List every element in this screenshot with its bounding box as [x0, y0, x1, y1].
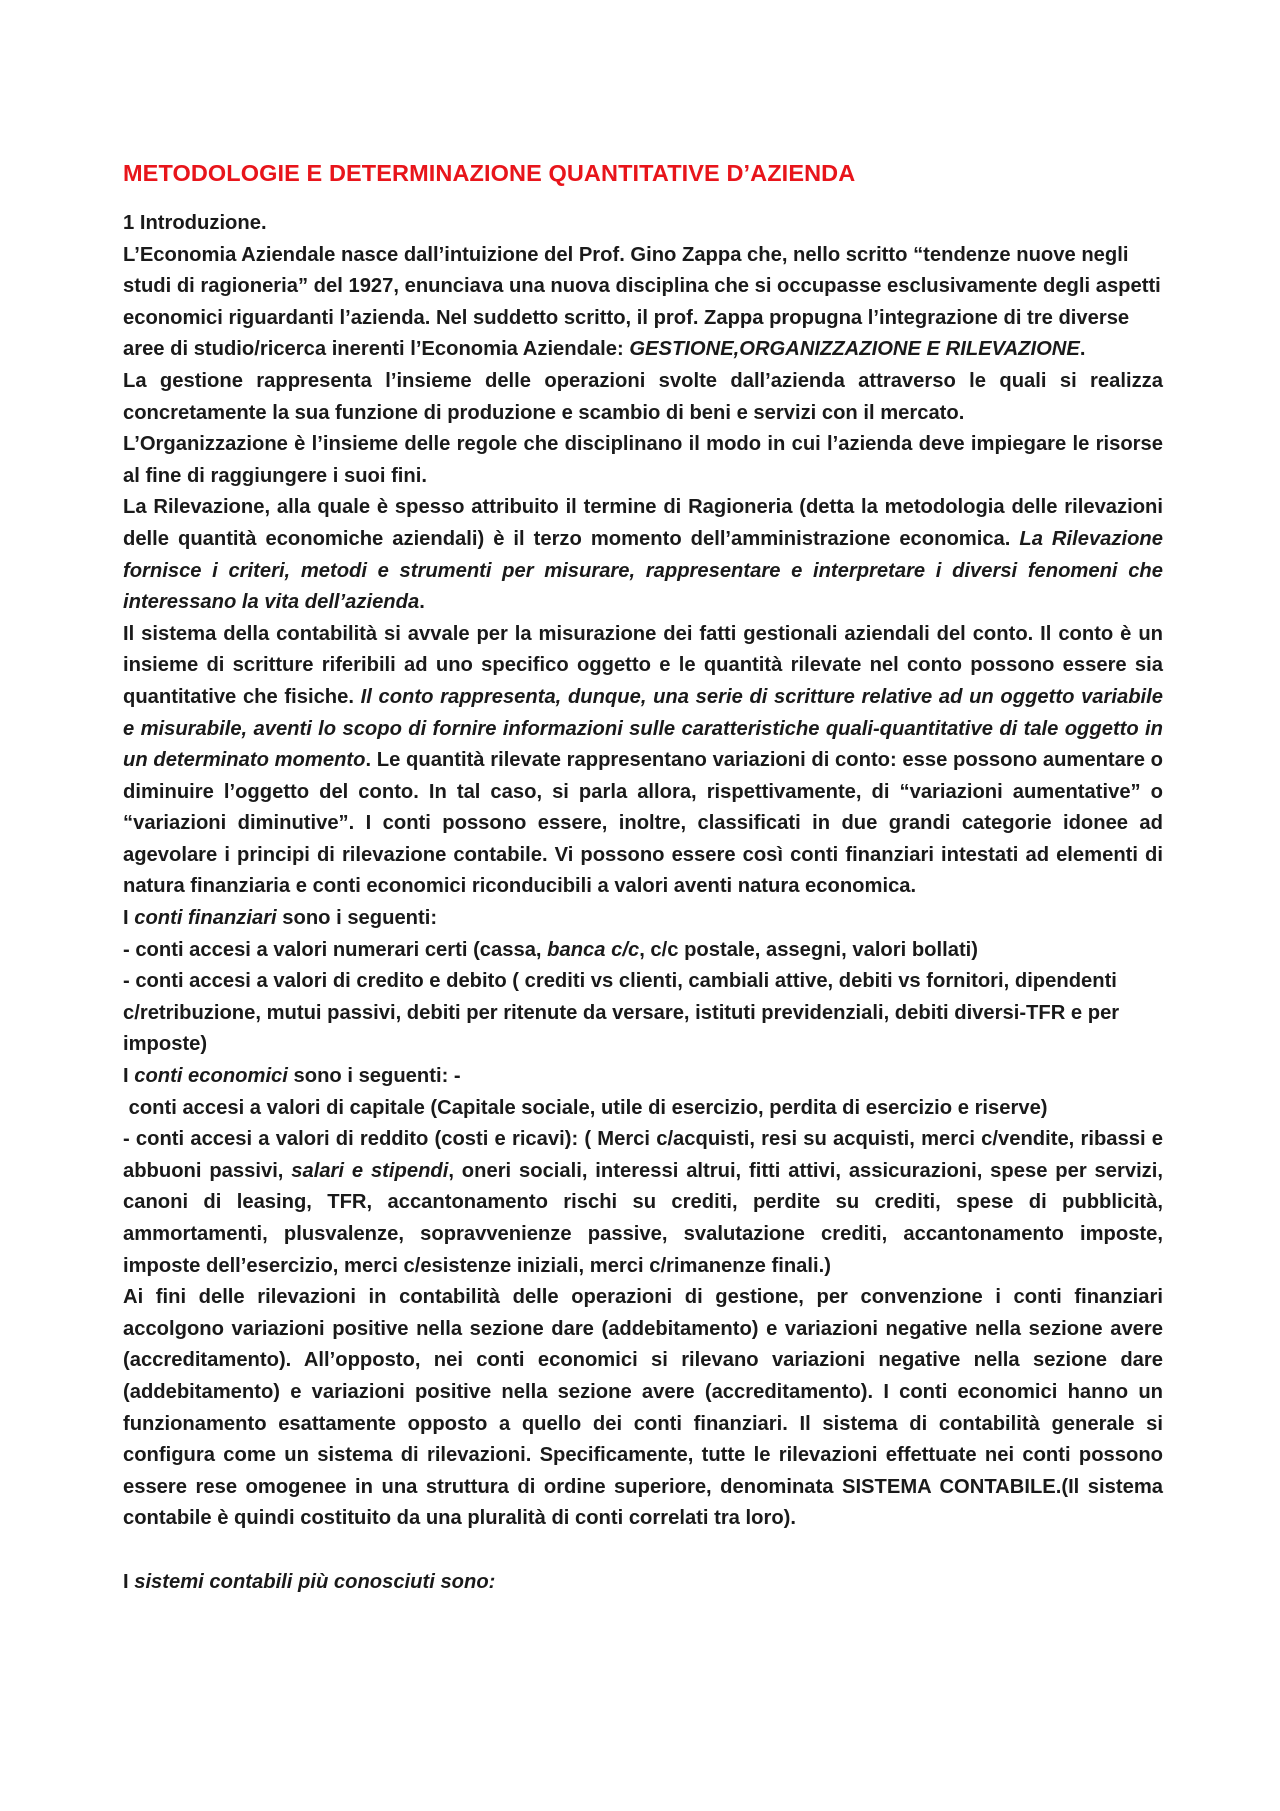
sistemi-contabili-intro [123, 1567, 1163, 1599]
list-item [123, 935, 1163, 967]
conti-finanziari-intro [123, 903, 1163, 935]
text-run: I [123, 1570, 135, 1593]
paragraph-convenzione: Ai fini delle rilevazioni in contabilità delle operazioni di gestione, per convenzione i conti finanziari accolgono variazioni positive nella sezione dare (addebitamento) e variazioni negative nella sezione avere (accreditamento). All’opposto, nei conti economici si rilevano variazioni negative nella sezione dare (addebitamento) e variazioni positive nella sezione avere (accreditamento). I conti economici hanno un funzionamento esattamente opposto a quello dei conti finanziari. Il sistema di contabilità generale si configura come un sistema di rilevazioni. Specificamente, tutte le rilevazioni effettuate nei conti possono essere rese omogenee in una struttura di ordine superiore, denominata SISTEMA CONTABILE.(Il sistema contabile è quindi costituito da una pluralità di conti correlati tra loro). [123, 1286, 1163, 1530]
document-body [123, 208, 1163, 1598]
text-run: Il sistema della contabilità si avvale per la misurazione dei fatti gestionali aziendali del conto. Il conto è un insieme di scritture riferibili ad uno specifico oggetto e le quantità rilevate nel conto possono essere sia quantitative che fisiche. [123, 622, 1163, 708]
text-run: sono i seguenti: [276, 907, 438, 930]
text-run-italic: conti finanziari [134, 907, 277, 930]
text-run-italic: banca c/c [547, 938, 640, 961]
blank-line [123, 1535, 1163, 1567]
list-item: - conti accesi a valori di credito e debito ( crediti vs clienti, cambiali attive, debiti vs fornitori, dipendenti c/retribuzione, mutui passivi, debiti per ritenute da versare, istituti previdenziali, debiti diversi-TFR e per imposte) [123, 970, 1120, 1056]
text-run: - conti accesi a valori di reddito (costi e ricavi): ( Merci c/acquisti, resi su acquisti, merci c/vendite, ribassi e abbuoni passivi, [123, 1128, 1163, 1182]
text-run-italic: Il conto rappresenta, dunque, una serie di scritture relative ad un oggetto variabile e misurabile, aventi lo scopo di fornire informazioni sulle caratteristiche quali-quantitative di tale oggetto in un determinato momento [123, 685, 1163, 772]
text-run-italic: salari e stipendi [291, 1159, 449, 1182]
text-run: . [419, 591, 425, 614]
text-run: , c/c postale, assegni, valori bollati) [639, 938, 978, 961]
document-title: METODOLOGIE E DETERMINAZIONE QUANTITATIVE D’AZIENDA [123, 160, 856, 186]
text-run: L’Economia Aziendale nasce dall’intuizione del Prof. Gino Zappa che, nello scritto “tendenze nuove negli studi di ragioneria” del 1927, enunciava una nuova disciplina che si occupasse esclusivamente degli aspetti economici riguardanti l’azienda. Nel suddetto scritto, il prof. Zappa propugna l’integrazione di tre diverse aree di studio/ricerca inerenti l’Economia Aziendale: [123, 243, 1161, 361]
paragraph-conto [123, 619, 1163, 903]
text-run: I [123, 1065, 135, 1088]
text-run: La Rilevazione, alla quale è spesso attribuito il termine di Ragioneria (detta la metodologia delle rilevazioni delle quantità economiche aziendali) è il terzo momento dell’amministrazione economica. [123, 496, 1163, 550]
document-page [123, 158, 1163, 1598]
text-run-italic: GESTIONE,ORGANIZZAZIONE E RILEVAZIONE [629, 338, 1080, 361]
list-item: conti accesi a valori di capitale (Capitale sociale, utile di esercizio, perdita di esercizio e riserve) [123, 1096, 1048, 1119]
paragraph-gestione: La gestione rappresenta l’insieme delle operazioni svolte dall’azienda attraverso le quali si realizza concretamente la sua funzione di produzione e scambio di beni e servizi con il mercato. [123, 369, 1163, 424]
paragraph-rilevazione [123, 492, 1163, 618]
text-run: . Le quantità rilevate rappresentano variazioni di conto: esse possono aumentare o diminuire l’oggetto del conto. In tal caso, si parla allora, rispettivamente, di “variazioni aumentative” o “variazioni diminutive”. I conti possono essere, inoltre, classificati in due grandi categorie idonee ad agevolare i principi di rilevazione contabile. Vi possono essere così conti finanziari intestati ad elementi di natura finanziaria e conti economici riconducibili a valori aventi natura economica. [123, 749, 1163, 898]
text-run: . [1079, 338, 1086, 361]
text-run-italic: La Rilevazione fornisce i criteri, metodi e strumenti per misurare, rappresentare e interpretare i diversi fenomeni che interessano la vita dell’azienda [123, 527, 1163, 614]
paragraph-organizzazione: L’Organizzazione è l’insieme delle regole che disciplinano il modo in cui l’azienda deve impiegare le risorse al fine di raggiungere i suoi fini. [123, 433, 1163, 487]
text-run-italic: : [488, 1570, 496, 1593]
text-run: , oneri sociali, interessi altrui, fitti attivi, assicurazioni, spese per servizi, canoni di leasing, TFR, accantonamento rischi su crediti, perdite su crediti, spese di pubblicità, ammortamenti, plusvalenze, sopravvenienze passive, svalutazione crediti, accantonamento imposte, imposte dell’esercizio, merci c/esistenze iniziali, merci c/rimanenze finali.) [123, 1159, 1163, 1277]
text-run: sono i seguenti: - [287, 1065, 461, 1088]
text-run: I [123, 907, 135, 930]
list-item [123, 1124, 1163, 1282]
text-run: - conti accesi a valori numerari certi (cassa, [123, 938, 548, 961]
section-heading: 1 Introduzione. [123, 212, 267, 234]
text-run-italic: sistemi contabili più conosciuti sono [134, 1570, 489, 1593]
paragraph-intro [123, 240, 1163, 366]
text-run-italic: conti economici [134, 1065, 288, 1088]
conti-economici-intro [123, 1061, 1163, 1093]
